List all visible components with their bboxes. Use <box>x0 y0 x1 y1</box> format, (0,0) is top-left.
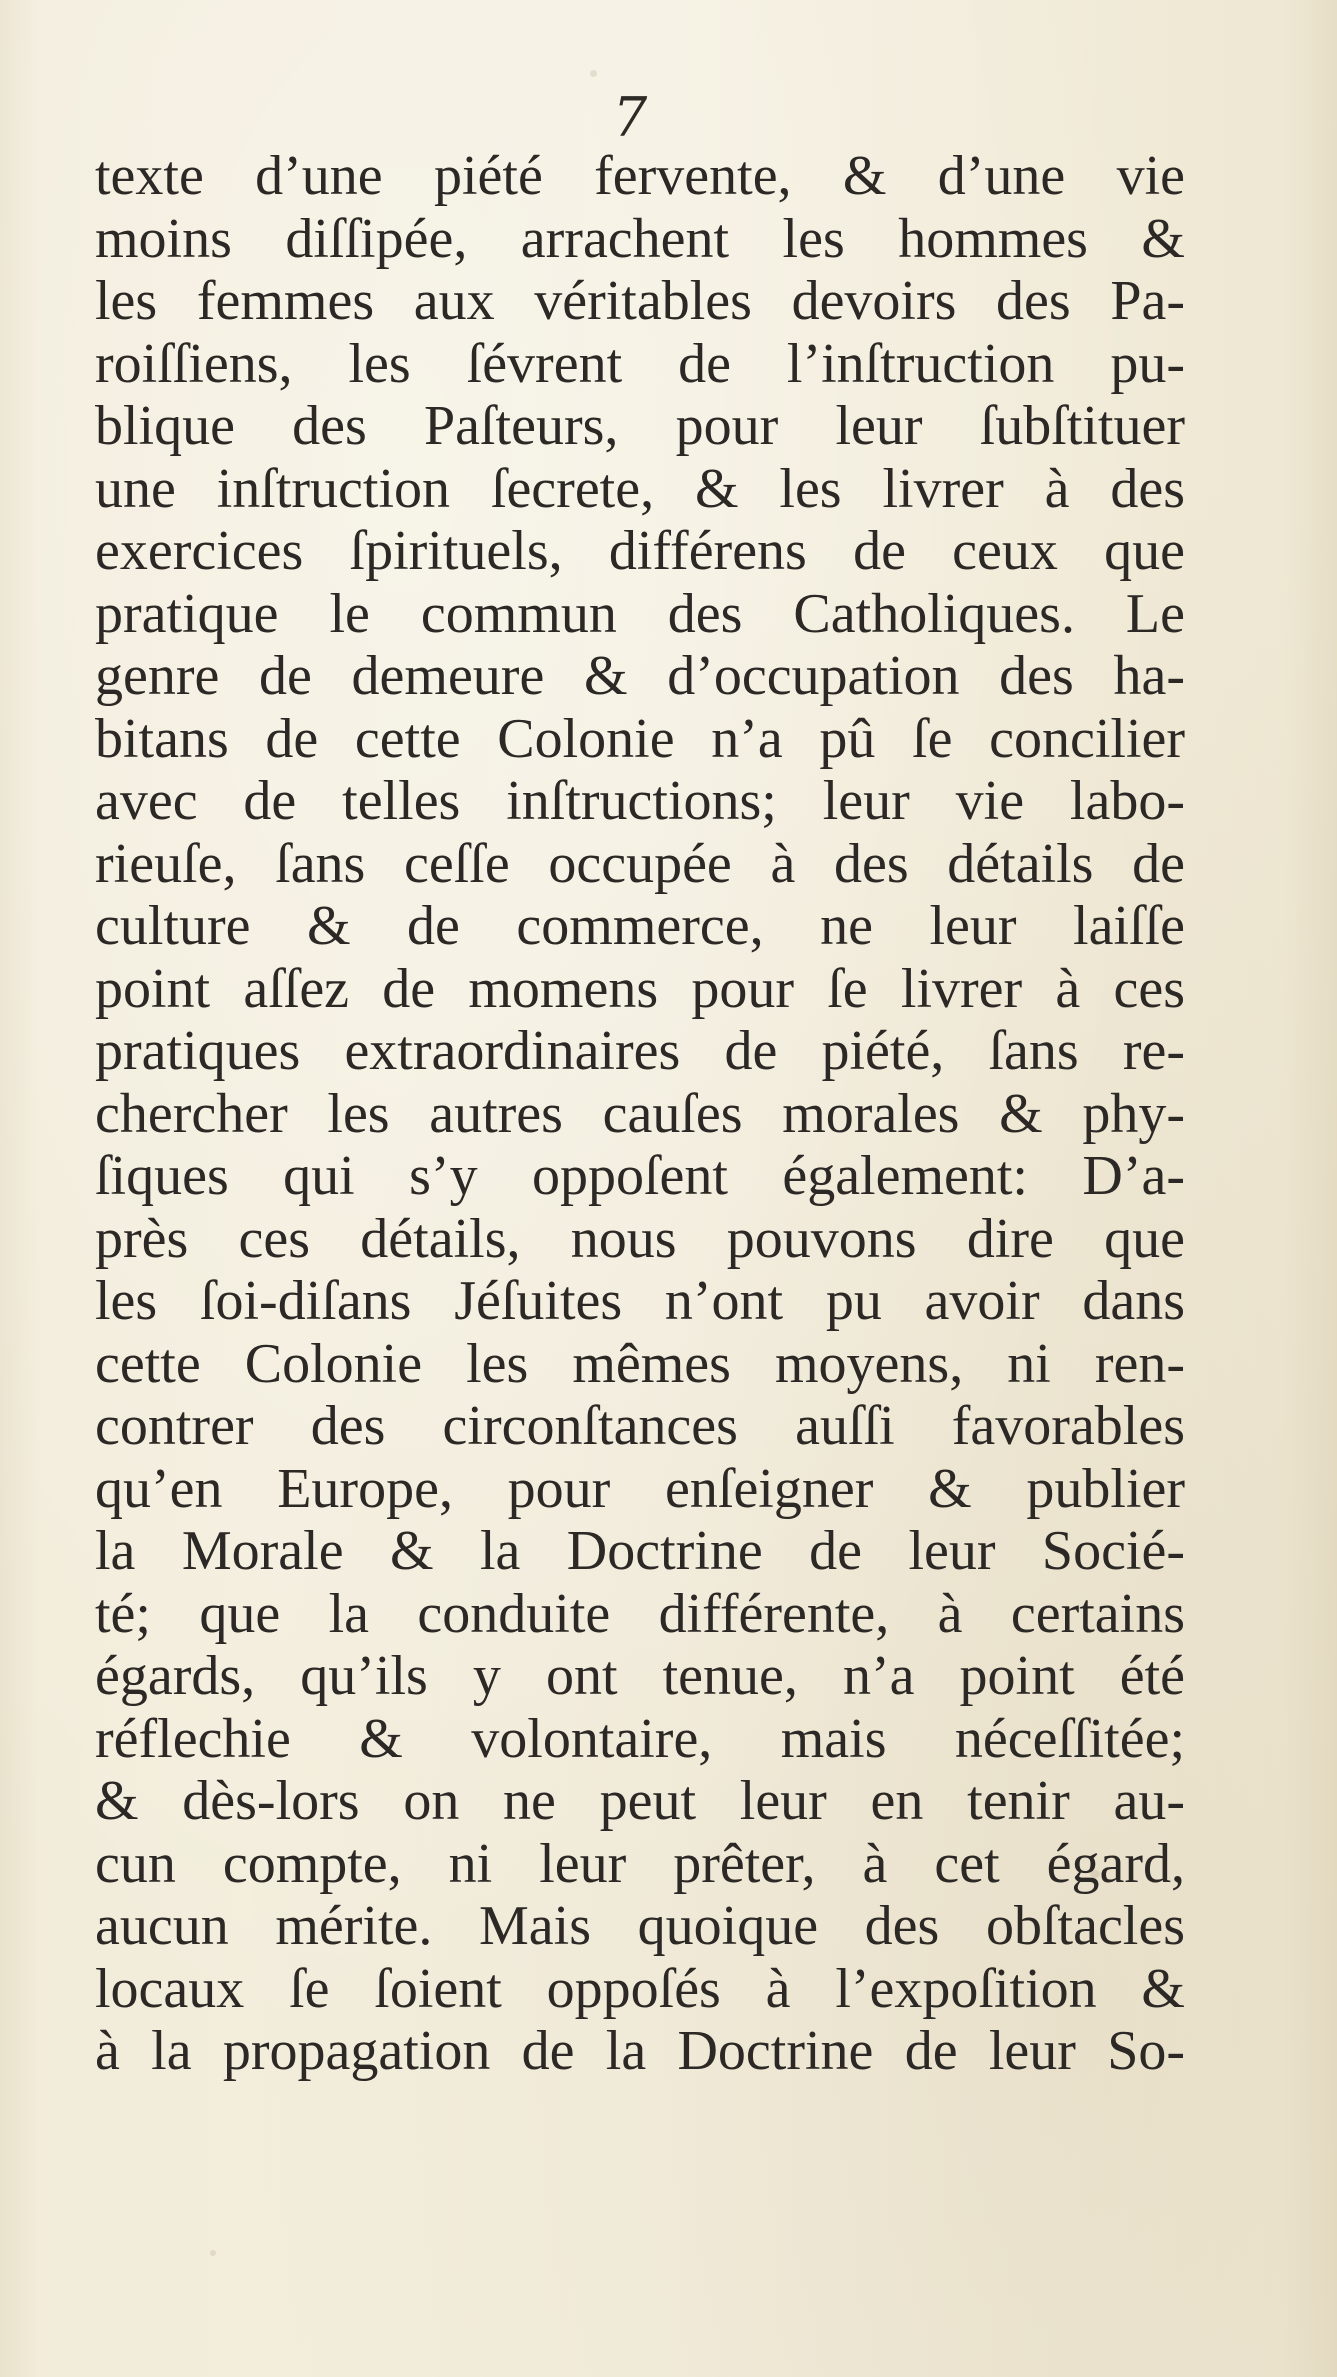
text-line: réflechie & volontaire, mais néceſſitée; <box>95 1707 1185 1770</box>
text-line: les femmes aux véritables devoirs des Pa- <box>95 270 1185 332</box>
text-line: point aſſez de momens pour ſe livrer à ces <box>95 957 1185 1020</box>
text-line: égards, qu’ils y ont tenue, n’a point été <box>95 1645 1185 1707</box>
text-line: avec de telles inſtructions; leur vie labo- <box>95 770 1185 832</box>
text-line: blique des Paſteurs, pour leur ſubſtituer <box>95 395 1185 457</box>
text-line: contrer des circonſtances auſſi favorables <box>95 1395 1185 1457</box>
text-line: bitans de cette Colonie n’a pû ſe concilier <box>95 707 1185 770</box>
text-line: pratiques extraordinaires de piété, ſans re- <box>95 1020 1185 1082</box>
text-line: ſiques qui s’y oppoſent également: D’a- <box>95 1145 1185 1207</box>
text-line: à la propagation de la Doctrine de leur So- <box>95 2020 1185 2082</box>
text-line: exercices ſpirituels, différens de ceux que <box>95 520 1185 582</box>
text-line: cette Colonie les mêmes moyens, ni ren- <box>95 1332 1185 1395</box>
text-line: les ſoi-diſans Jéſuites n’ont pu avoir dans <box>95 1270 1185 1332</box>
text-line: chercher les autres cauſes morales & phy- <box>95 1082 1185 1145</box>
text-line: la Morale & la Doctrine de leur Socié- <box>95 1520 1185 1582</box>
text-line: roiſſiens, les ſévrent de l’inſtruction pu- <box>95 332 1185 395</box>
paper-spot <box>210 2250 216 2256</box>
text-line: rieuſe, ſans ceſſe occupée à des détails de <box>95 832 1185 895</box>
text-line: locaux ſe ſoient oppoſés à l’expoſition & <box>95 1957 1185 2020</box>
text-line: qu’en Europe, pour enſeigner & publier <box>95 1457 1185 1520</box>
text-line: genre de demeure & d’occupation des ha- <box>95 645 1185 707</box>
text-line: texte d’une piété fervente, & d’une vie <box>95 145 1185 207</box>
text-line: culture & de commerce, ne leur laiſſe <box>95 895 1185 957</box>
text-line: moins diſſipée, arrachent les hommes & <box>95 207 1185 270</box>
text-line: une inſtruction ſecrete, & les livrer à des <box>95 457 1185 520</box>
text-line: aucun mérite. Mais quoique des obſtacles <box>95 1895 1185 1957</box>
paper-spot <box>590 70 597 77</box>
text-line: té; que la conduite différente, à certains <box>95 1582 1185 1645</box>
text-line: cun compte, ni leur prêter, à cet égard, <box>95 1832 1185 1895</box>
text-line: & dès-lors on ne peut leur en tenir au- <box>95 1770 1185 1832</box>
page-number: 7 <box>612 86 648 149</box>
text-line: près ces détails, nous pouvons dire que <box>95 1207 1185 1270</box>
text-line: pratique le commun des Catholiques. Le <box>95 582 1185 645</box>
body-text <box>95 145 1185 2083</box>
